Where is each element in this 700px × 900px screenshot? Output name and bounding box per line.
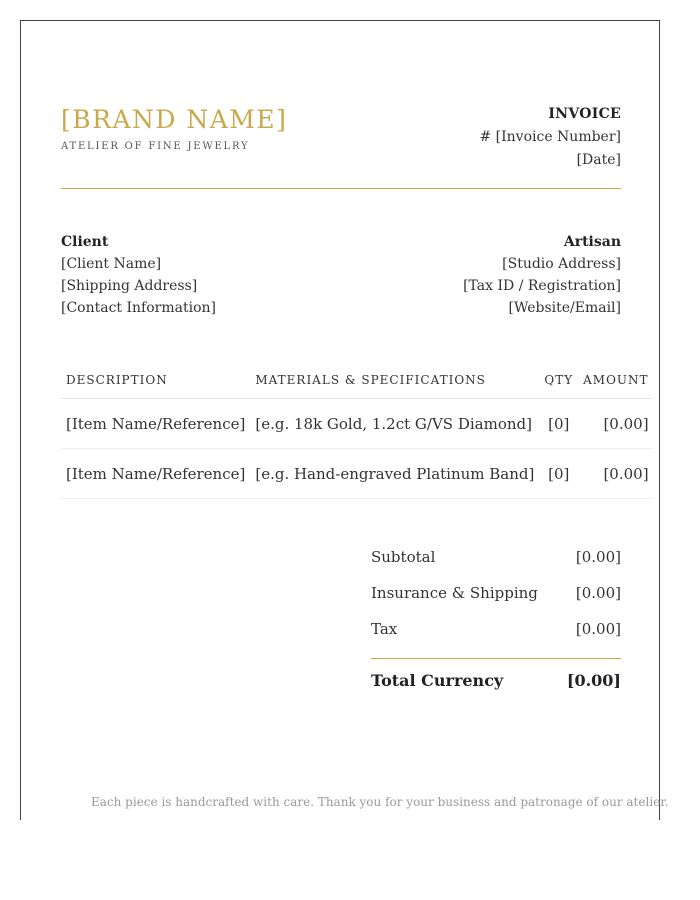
row-description: [Item Name/Reference] [61, 399, 250, 449]
invoice-number: # [Invoice Number] [479, 129, 621, 145]
invoice-title: INVOICE [548, 106, 621, 122]
artisan-heading: Artisan [563, 234, 621, 250]
row-materials: [e.g. Hand-engraved Platinum Band] [250, 449, 539, 499]
artisan-tax-id: [Tax ID / Registration] [463, 278, 621, 294]
tax-row [371, 611, 621, 647]
client-name: [Client Name] [61, 256, 162, 272]
shipping-row [371, 575, 621, 611]
invoice-page [20, 20, 669, 820]
row-description: [Item Name/Reference] [61, 449, 250, 499]
header-divider [61, 188, 621, 189]
total-row [371, 659, 621, 703]
row-qty: [0] [539, 449, 578, 499]
brand-tagline: ATELIER OF FINE JEWELRY [61, 141, 250, 152]
client-block [61, 231, 216, 319]
artisan-studio-address: [Studio Address] [502, 256, 621, 272]
total-label: Total Currency [371, 671, 504, 690]
subtotal-row [371, 539, 621, 575]
subtotal-label: Subtotal [371, 548, 436, 566]
tax-label: Tax [371, 620, 398, 638]
brand-name: [BRAND NAME] [61, 105, 288, 134]
invoice-date: [Date] [576, 152, 621, 168]
client-contact: [Contact Information] [61, 300, 216, 316]
client-shipping-address: [Shipping Address] [61, 278, 198, 294]
table-row [61, 449, 653, 499]
subtotal-value: [0.00] [575, 548, 621, 566]
row-qty: [0] [539, 399, 578, 449]
artisan-block [463, 231, 621, 319]
items-table [61, 361, 653, 499]
header-qty: QTY [539, 361, 578, 399]
table-row [61, 399, 653, 449]
shipping-value: [0.00] [575, 584, 621, 602]
totals-block [371, 539, 621, 703]
invoice-meta [479, 103, 621, 172]
header-description: DESCRIPTION [61, 361, 250, 399]
total-value: [0.00] [566, 671, 621, 690]
row-amount: [0.00] [578, 449, 652, 499]
row-amount: [0.00] [578, 399, 652, 449]
row-materials: [e.g. 18k Gold, 1.2ct G/VS Diamond] [250, 399, 539, 449]
header-materials: MATERIALS & SPECIFICATIONS [250, 361, 539, 399]
client-heading: Client [61, 234, 109, 250]
tax-value: [0.00] [575, 620, 621, 638]
table-header-row [61, 361, 653, 399]
footer-note: Each piece is handcrafted with care. Thank you for your business and patronage of our atelier. [91, 795, 669, 809]
artisan-website: [Website/Email] [508, 300, 621, 316]
header-amount: AMOUNT [578, 361, 652, 399]
shipping-label: Insurance & Shipping [371, 584, 538, 602]
